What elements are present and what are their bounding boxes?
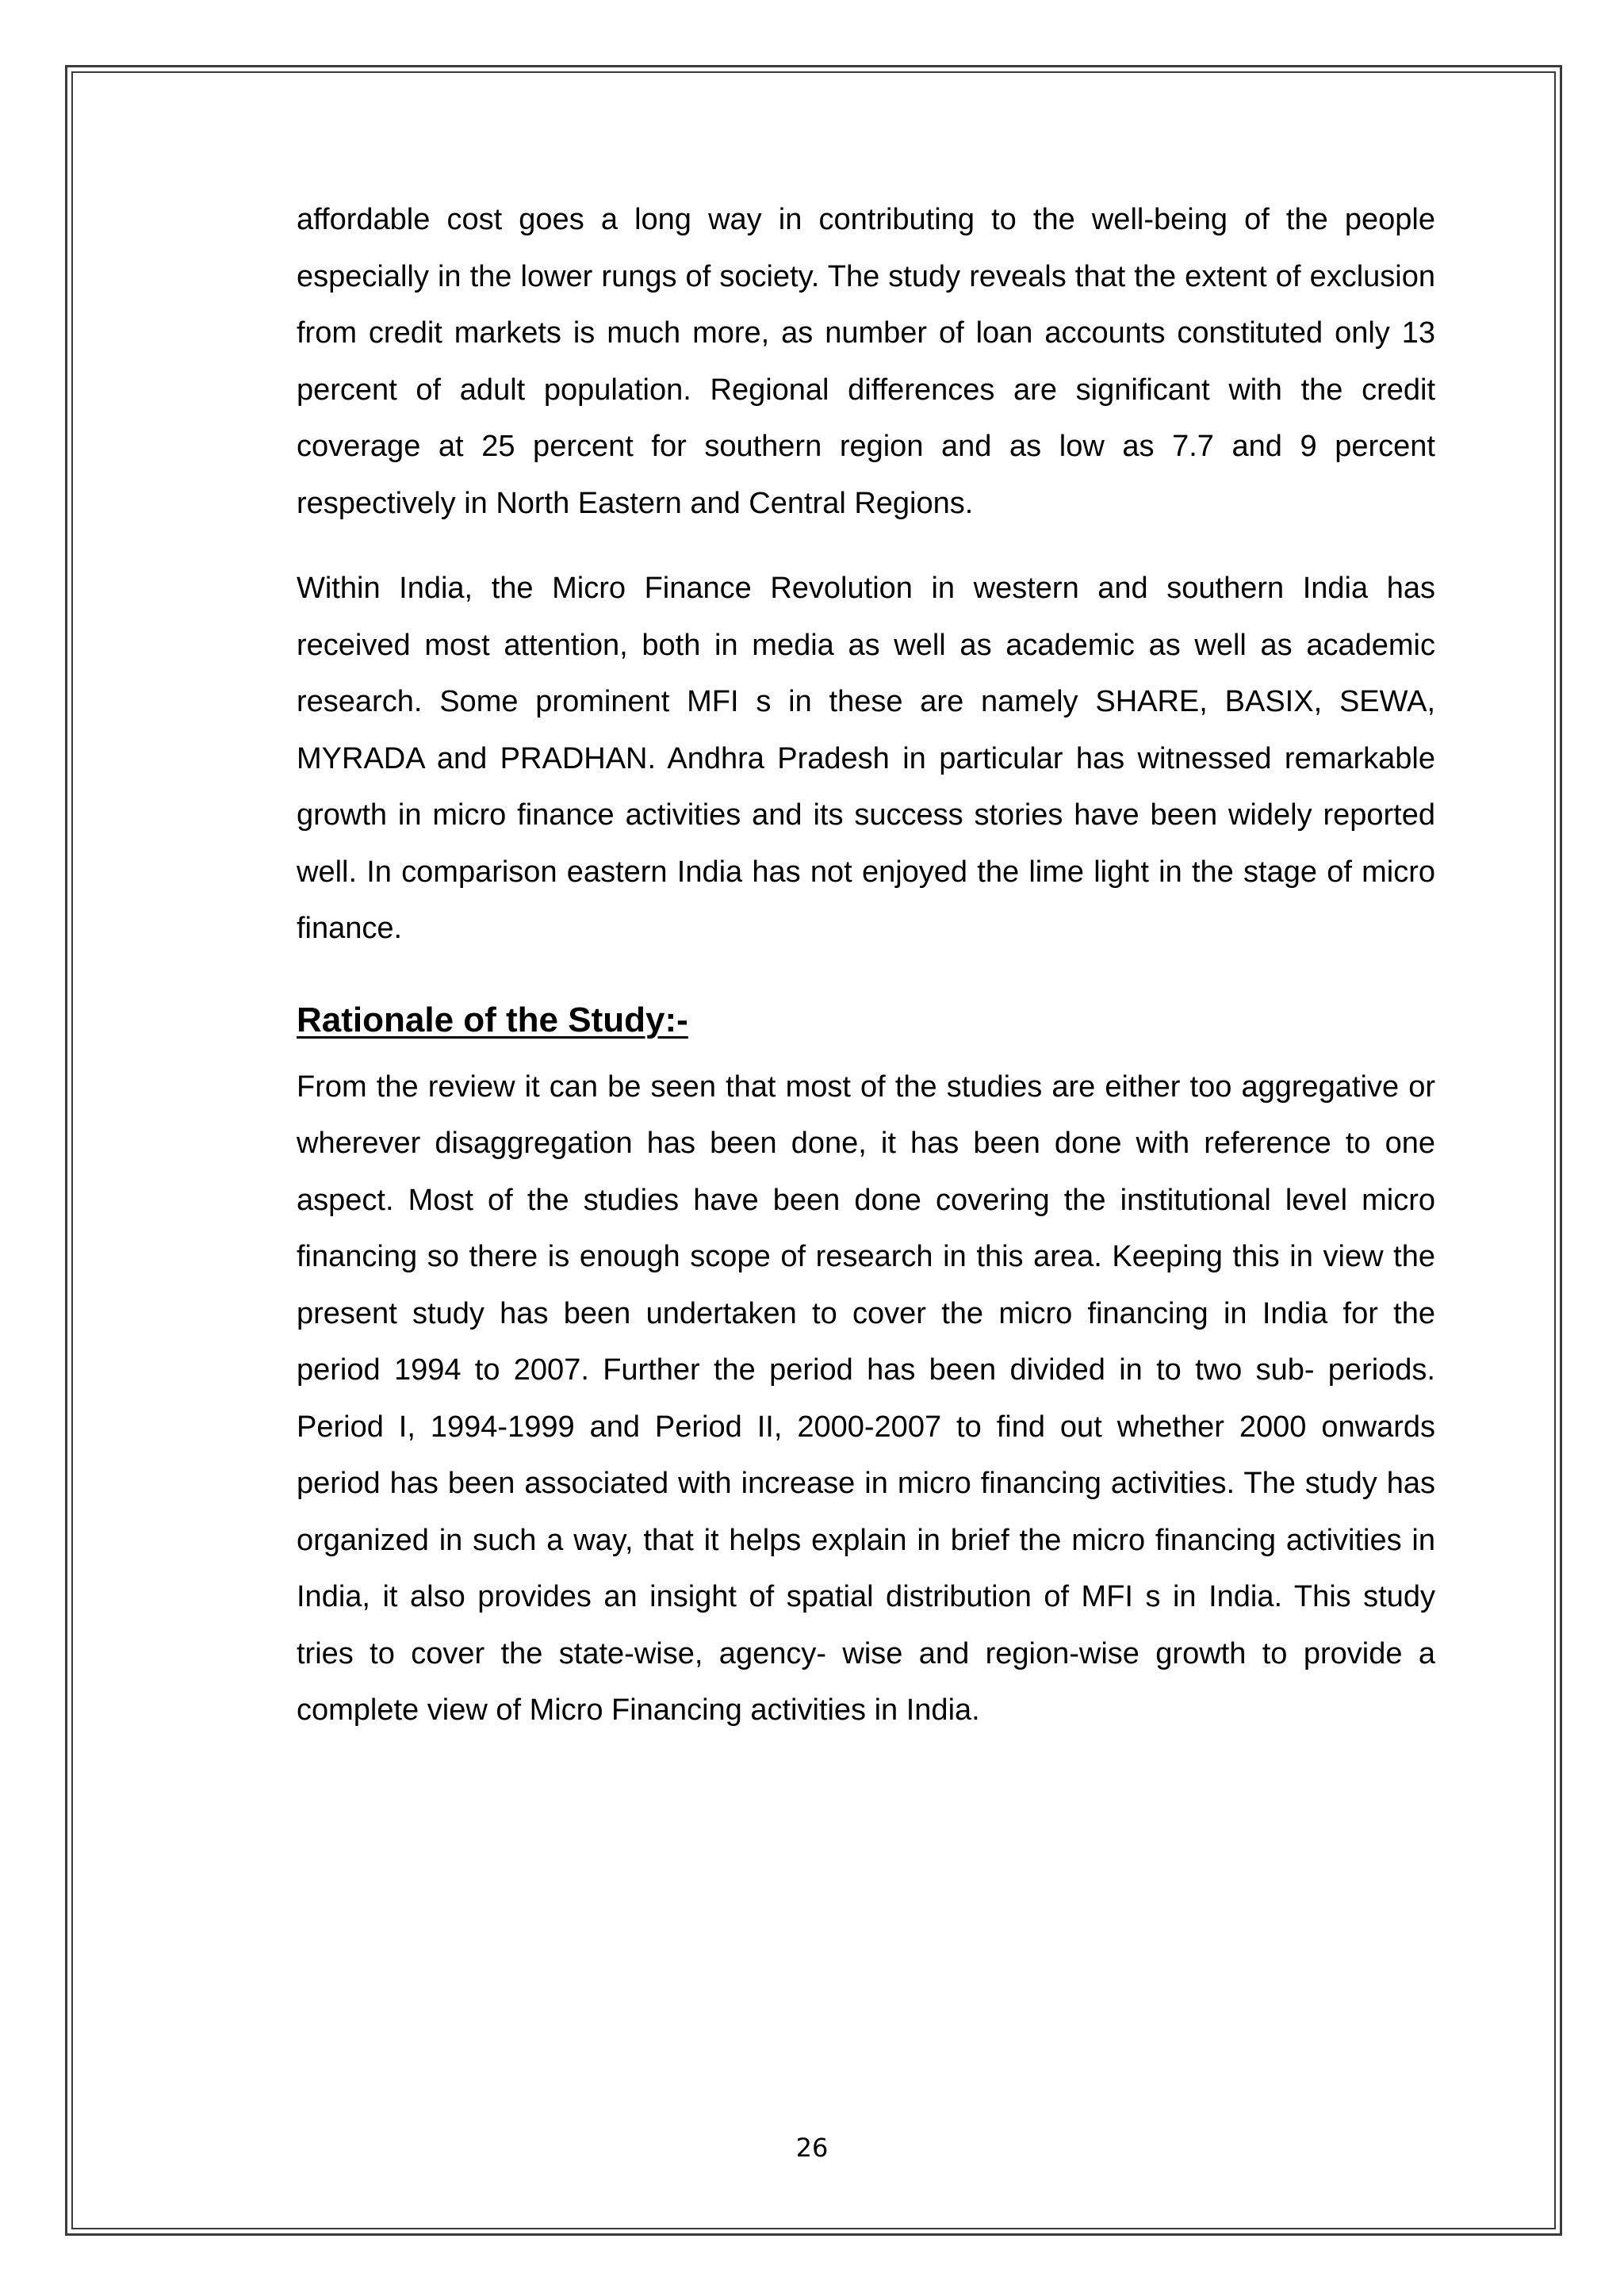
section-heading-rationale: Rationale of the Study:- <box>297 1000 688 1039</box>
paragraph-credit-exclusion: affordable cost goes a long way in contributing to the well-being of the people especially in the lower rungs of society. The study reveals that the extent of exclusion from credit markets is much more, as number of loan accounts constituted only 13 percent of adult population. Regional differences are significant with the credit coverage at 25 percent for southern region and as low as 7.7 and 9 percent respectively in North Eastern and Central Regions. <box>297 203 1435 520</box>
page-content <box>297 192 1435 1739</box>
page-number: 26 <box>795 2133 829 2163</box>
paragraph-rationale: From the review it can be seen that most of the studies are either too aggregative or wherever disaggregation has been done, it has been done with reference to one aspect. Most of the studies have been done covering the institutional level micro financing so there is enough scope of research in this area. Keeping this in view the present study has been undertaken to cover the micro financing in India for the period 1994 to 2007. Further the period has been divided in to two sub- periods. Period I, 1994-1999 and Period II, 2000-2007 to find out whether 2000 onwards period has been associated with increase in micro financing activities. The study has organized in such a way, that it helps explain in brief the micro financing activities in India, it also provides an insight of spatial distribution of MFI s in India. This study tries to cover the state-wise, agency- wise and region-wise growth to provide a complete view of Micro Financing activities in India. <box>297 1070 1435 1727</box>
paragraph-micro-finance-revolution: Within India, the Micro Finance Revolution in western and southern India has received most attention, both in media as well as academic as well as academic research. Some prominent MFI s in these are namely SHARE, BASIX, SEWA, MYRADA and PRADHAN. Andhra Pradesh in particular has witnessed remarkable growth in micro finance activities and its success stories have been widely reported well. In comparison eastern India has not enjoyed the lime light in the stage of micro finance. <box>297 572 1435 945</box>
